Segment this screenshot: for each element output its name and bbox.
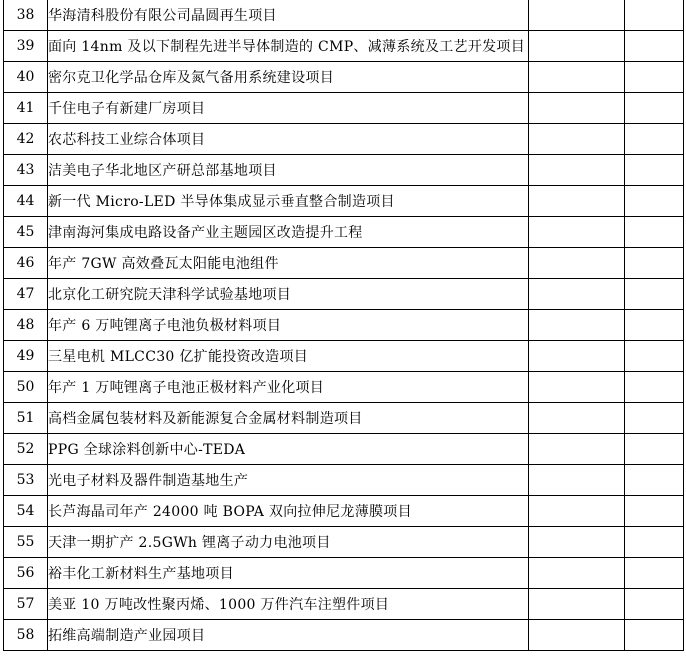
table-row	[4, 403, 684, 434]
column-3-cell	[529, 434, 625, 465]
project-name-cell: 年产 1 万吨锂离子电池正极材料产业化项目	[48, 372, 529, 403]
column-3-cell	[529, 31, 625, 62]
table-row	[4, 248, 684, 279]
column-3-cell	[529, 620, 625, 651]
column-3-cell	[529, 248, 625, 279]
project-name-cell: 农芯科技工业综合体项目	[48, 124, 529, 155]
project-name-cell: 华海清科股份有限公司晶圆再生项目	[48, 0, 529, 31]
project-name-cell: 年产 7GW 高效叠瓦太阳能电池组件	[48, 248, 529, 279]
row-number-cell: 54	[4, 496, 48, 527]
table-row	[4, 31, 684, 62]
column-3-cell	[529, 124, 625, 155]
row-number-cell: 49	[4, 341, 48, 372]
column-3-cell	[529, 527, 625, 558]
table-row	[4, 93, 684, 124]
table-row	[4, 465, 684, 496]
project-name-cell: 洁美电子华北地区产研总部基地项目	[48, 155, 529, 186]
column-3-cell	[529, 372, 625, 403]
row-number-cell: 45	[4, 217, 48, 248]
column-4-cell	[625, 279, 684, 310]
column-3-cell	[529, 279, 625, 310]
project-table-body	[4, 0, 684, 651]
column-4-cell	[625, 527, 684, 558]
column-4-cell	[625, 31, 684, 62]
table-row	[4, 589, 684, 620]
column-3-cell	[529, 496, 625, 527]
column-4-cell	[625, 62, 684, 93]
project-name-cell: 高档金属包装材料及新能源复合金属材料制造项目	[48, 403, 529, 434]
column-3-cell	[529, 341, 625, 372]
project-name-cell: 长芦海晶司年产 24000 吨 BOPA 双向拉伸尼龙薄膜项目	[48, 496, 529, 527]
project-name-cell: 拓维高端制造产业园项目	[48, 620, 529, 651]
column-4-cell	[625, 0, 684, 31]
column-4-cell	[625, 620, 684, 651]
row-number-cell: 44	[4, 186, 48, 217]
project-name-cell: 面向 14nm 及以下制程先进半导体制造的 CMP、减薄系统及工艺开发项目	[48, 31, 529, 62]
column-3-cell	[529, 558, 625, 589]
column-3-cell	[529, 93, 625, 124]
table-row	[4, 310, 684, 341]
column-4-cell	[625, 589, 684, 620]
row-number-cell: 47	[4, 279, 48, 310]
project-name-cell: 年产 6 万吨锂离子电池负极材料项目	[48, 310, 529, 341]
project-name-cell: 新一代 Micro-LED 半导体集成显示垂直整合制造项目	[48, 186, 529, 217]
row-number-cell: 46	[4, 248, 48, 279]
table-row	[4, 186, 684, 217]
row-number-cell: 52	[4, 434, 48, 465]
column-4-cell	[625, 558, 684, 589]
table-row	[4, 496, 684, 527]
column-4-cell	[625, 310, 684, 341]
project-name-cell: 密尔克卫化学品仓库及氮气备用系统建设项目	[48, 62, 529, 93]
project-name-cell: 天津一期扩产 2.5GWh 锂离子动力电池项目	[48, 527, 529, 558]
column-4-cell	[625, 155, 684, 186]
project-name-cell: 美亚 10 万吨改性聚丙烯、1000 万件汽车注塑件项目	[48, 589, 529, 620]
column-4-cell	[625, 434, 684, 465]
table-row	[4, 217, 684, 248]
table-row	[4, 341, 684, 372]
column-3-cell	[529, 62, 625, 93]
table-row	[4, 434, 684, 465]
column-4-cell	[625, 465, 684, 496]
table-row	[4, 62, 684, 93]
table-row	[4, 124, 684, 155]
table-row	[4, 620, 684, 651]
row-number-cell: 48	[4, 310, 48, 341]
row-number-cell: 50	[4, 372, 48, 403]
column-3-cell	[529, 310, 625, 341]
row-number-cell: 51	[4, 403, 48, 434]
column-3-cell	[529, 186, 625, 217]
project-name-cell: PPG 全球涂料创新中心-TEDA	[48, 434, 529, 465]
column-3-cell	[529, 589, 625, 620]
row-number-cell: 56	[4, 558, 48, 589]
table-row	[4, 0, 684, 31]
project-name-cell: 三星电机 MLCC30 亿扩能投资改造项目	[48, 341, 529, 372]
column-4-cell	[625, 403, 684, 434]
row-number-cell: 43	[4, 155, 48, 186]
table-row	[4, 558, 684, 589]
table-row	[4, 527, 684, 558]
row-number-cell: 39	[4, 31, 48, 62]
column-3-cell	[529, 155, 625, 186]
project-name-cell: 裕丰化工新材料生产基地项目	[48, 558, 529, 589]
column-4-cell	[625, 186, 684, 217]
row-number-cell: 57	[4, 589, 48, 620]
column-3-cell	[529, 403, 625, 434]
table-row	[4, 372, 684, 403]
project-name-cell: 光电子材料及器件制造基地生产	[48, 465, 529, 496]
row-number-cell: 41	[4, 93, 48, 124]
row-number-cell: 58	[4, 620, 48, 651]
column-4-cell	[625, 341, 684, 372]
column-4-cell	[625, 248, 684, 279]
row-number-cell: 55	[4, 527, 48, 558]
project-name-cell: 北京化工研究院天津科学试验基地项目	[48, 279, 529, 310]
row-number-cell: 40	[4, 62, 48, 93]
table-row	[4, 155, 684, 186]
column-4-cell	[625, 372, 684, 403]
project-table	[3, 0, 684, 651]
row-number-cell: 38	[4, 0, 48, 31]
row-number-cell: 53	[4, 465, 48, 496]
project-name-cell: 津南海河集成电路设备产业主题园区改造提升工程	[48, 217, 529, 248]
column-4-cell	[625, 124, 684, 155]
row-number-cell: 42	[4, 124, 48, 155]
column-4-cell	[625, 217, 684, 248]
column-4-cell	[625, 496, 684, 527]
column-3-cell	[529, 465, 625, 496]
table-row	[4, 279, 684, 310]
project-name-cell: 千住电子有新建厂房项目	[48, 93, 529, 124]
column-4-cell	[625, 93, 684, 124]
column-3-cell	[529, 0, 625, 31]
column-3-cell	[529, 217, 625, 248]
